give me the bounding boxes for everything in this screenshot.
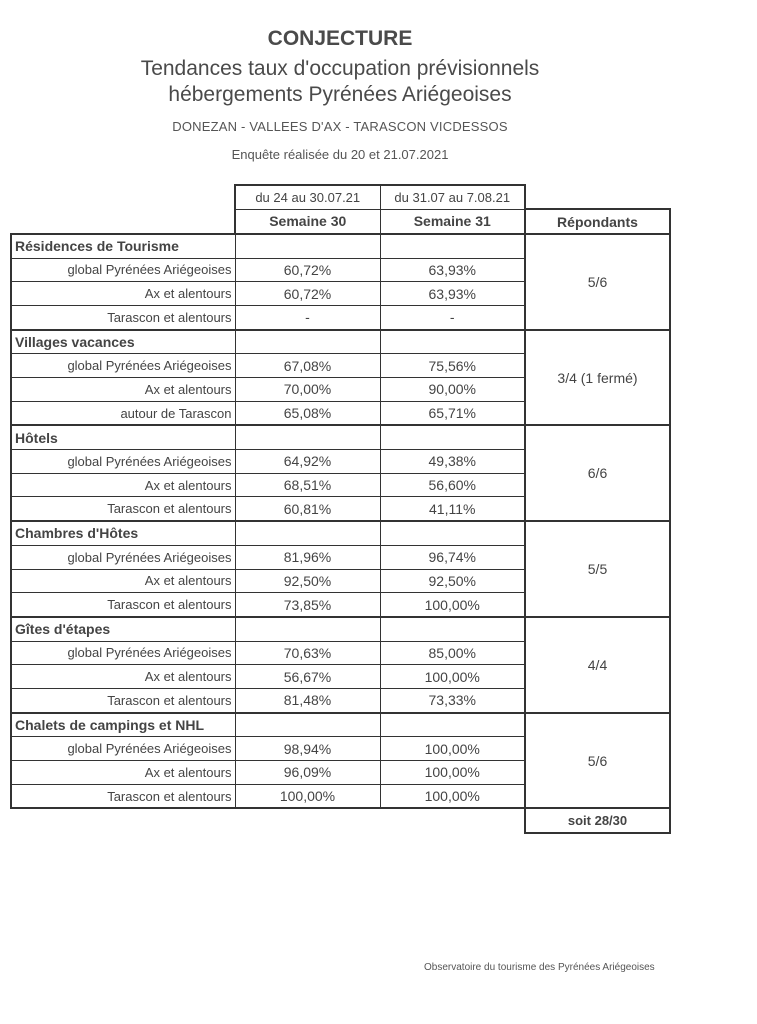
row-label: global Pyrénées Ariégeoises bbox=[11, 545, 235, 569]
total-blank bbox=[235, 808, 380, 833]
category-blank-w30 bbox=[235, 521, 380, 545]
category-blank-w30 bbox=[235, 425, 380, 449]
value-week30: 70,63% bbox=[235, 641, 380, 665]
document-subtitle-line2: hébergements Pyrénées Ariégeoises bbox=[168, 83, 512, 106]
total-blank bbox=[11, 808, 235, 833]
value-week30: 60,81% bbox=[235, 497, 380, 521]
total-row bbox=[11, 808, 670, 833]
row-label: autour de Tarascon bbox=[11, 401, 235, 425]
value-week30: 60,72% bbox=[235, 282, 380, 306]
row-label: global Pyrénées Ariégeoises bbox=[11, 737, 235, 761]
value-week31: 56,60% bbox=[380, 473, 525, 497]
period-blank bbox=[525, 185, 670, 209]
respondents-header: Répondants bbox=[525, 209, 670, 234]
row-label: Ax et alentours bbox=[11, 378, 235, 402]
row-label: Ax et alentours bbox=[11, 665, 235, 689]
value-week31: 100,00% bbox=[380, 784, 525, 808]
row-label: global Pyrénées Ariégeoises bbox=[11, 641, 235, 665]
value-week31: 41,11% bbox=[380, 497, 525, 521]
value-week31: 100,00% bbox=[380, 737, 525, 761]
document-title: CONJECTURE bbox=[267, 27, 413, 50]
section-header-row bbox=[11, 521, 670, 545]
value-week31: 100,00% bbox=[380, 593, 525, 617]
value-week30: 60,72% bbox=[235, 258, 380, 282]
value-week31: 49,38% bbox=[380, 450, 525, 474]
value-week30: 81,48% bbox=[235, 688, 380, 712]
row-label: Ax et alentours bbox=[11, 473, 235, 497]
value-week30: 96,09% bbox=[235, 761, 380, 785]
value-week30: 68,51% bbox=[235, 473, 380, 497]
document-subtitle-line1: Tendances taux d'occupation prévisionnels bbox=[140, 57, 540, 80]
category-blank-w30 bbox=[235, 713, 380, 737]
value-week31: 75,56% bbox=[380, 354, 525, 378]
category-label: Hôtels bbox=[11, 425, 235, 449]
value-week30: 56,67% bbox=[235, 665, 380, 689]
week-row bbox=[11, 209, 670, 234]
row-label: Tarascon et alentours bbox=[11, 688, 235, 712]
value-week31: 63,93% bbox=[380, 282, 525, 306]
corner-blank bbox=[11, 185, 235, 209]
category-blank-w31 bbox=[380, 234, 525, 258]
value-week31: 100,00% bbox=[380, 665, 525, 689]
row-label: Tarascon et alentours bbox=[11, 784, 235, 808]
week30-header: Semaine 30 bbox=[235, 209, 380, 234]
value-week30: 92,50% bbox=[235, 569, 380, 593]
value-week31: - bbox=[380, 305, 525, 329]
week31-header: Semaine 31 bbox=[380, 209, 525, 234]
footer-source: Observatoire du tourisme des Pyrénées Ariégeoises bbox=[424, 962, 655, 973]
row-label: Ax et alentours bbox=[11, 761, 235, 785]
category-blank-w31 bbox=[380, 330, 525, 354]
value-week30: 73,85% bbox=[235, 593, 380, 617]
section-header-row bbox=[11, 713, 670, 737]
value-week31: 85,00% bbox=[380, 641, 525, 665]
category-label: Chalets de campings et NHL bbox=[11, 713, 235, 737]
value-week31: 65,71% bbox=[380, 401, 525, 425]
category-blank-w31 bbox=[380, 425, 525, 449]
value-week31: 73,33% bbox=[380, 688, 525, 712]
row-label: Tarascon et alentours bbox=[11, 497, 235, 521]
category-blank-w30 bbox=[235, 330, 380, 354]
section-header-row bbox=[11, 617, 670, 641]
respondents-count: 3/4 (1 fermé) bbox=[525, 330, 670, 426]
category-blank-w31 bbox=[380, 713, 525, 737]
value-week30: 67,08% bbox=[235, 354, 380, 378]
value-week30: 70,00% bbox=[235, 378, 380, 402]
value-week30: 98,94% bbox=[235, 737, 380, 761]
period-row bbox=[11, 185, 670, 209]
category-blank-w31 bbox=[380, 617, 525, 641]
value-week30: 65,08% bbox=[235, 401, 380, 425]
occupancy-table bbox=[10, 184, 671, 834]
zones-line: DONEZAN - VALLEES D'AX - TARASCON VICDESSOS bbox=[172, 119, 508, 134]
value-week30: 64,92% bbox=[235, 450, 380, 474]
section-header-row bbox=[11, 330, 670, 354]
category-blank-w31 bbox=[380, 521, 525, 545]
respondents-count: 4/4 bbox=[525, 617, 670, 713]
row-label: global Pyrénées Ariégeoises bbox=[11, 354, 235, 378]
value-week31: 100,00% bbox=[380, 761, 525, 785]
respondents-count: 5/5 bbox=[525, 521, 670, 617]
value-week30: 100,00% bbox=[235, 784, 380, 808]
week-corner-blank bbox=[11, 209, 235, 234]
period-week31: du 31.07 au 7.08.21 bbox=[380, 185, 525, 209]
total-blank bbox=[380, 808, 525, 833]
category-label: Villages vacances bbox=[11, 330, 235, 354]
row-label: global Pyrénées Ariégeoises bbox=[11, 450, 235, 474]
value-week30: 81,96% bbox=[235, 545, 380, 569]
value-week31: 92,50% bbox=[380, 569, 525, 593]
category-label: Résidences de Tourisme bbox=[11, 234, 235, 258]
row-label: Tarascon et alentours bbox=[11, 305, 235, 329]
section-header-row bbox=[11, 234, 670, 258]
survey-date: Enquête réalisée du 20 et 21.07.2021 bbox=[231, 147, 449, 162]
respondents-count: 6/6 bbox=[525, 425, 670, 521]
category-blank-w30 bbox=[235, 234, 380, 258]
value-week30: - bbox=[235, 305, 380, 329]
category-blank-w30 bbox=[235, 617, 380, 641]
period-week30: du 24 au 30.07.21 bbox=[235, 185, 380, 209]
row-label: Ax et alentours bbox=[11, 569, 235, 593]
category-label: Chambres d'Hôtes bbox=[11, 521, 235, 545]
respondents-count: 5/6 bbox=[525, 234, 670, 330]
row-label: Tarascon et alentours bbox=[11, 593, 235, 617]
value-week31: 90,00% bbox=[380, 378, 525, 402]
row-label: global Pyrénées Ariégeoises bbox=[11, 258, 235, 282]
value-week31: 63,93% bbox=[380, 258, 525, 282]
row-label: Ax et alentours bbox=[11, 282, 235, 306]
category-label: Gîtes d'étapes bbox=[11, 617, 235, 641]
value-week31: 96,74% bbox=[380, 545, 525, 569]
respondents-count: 5/6 bbox=[525, 713, 670, 809]
section-header-row bbox=[11, 425, 670, 449]
total-respondents: soit 28/30 bbox=[525, 808, 670, 833]
